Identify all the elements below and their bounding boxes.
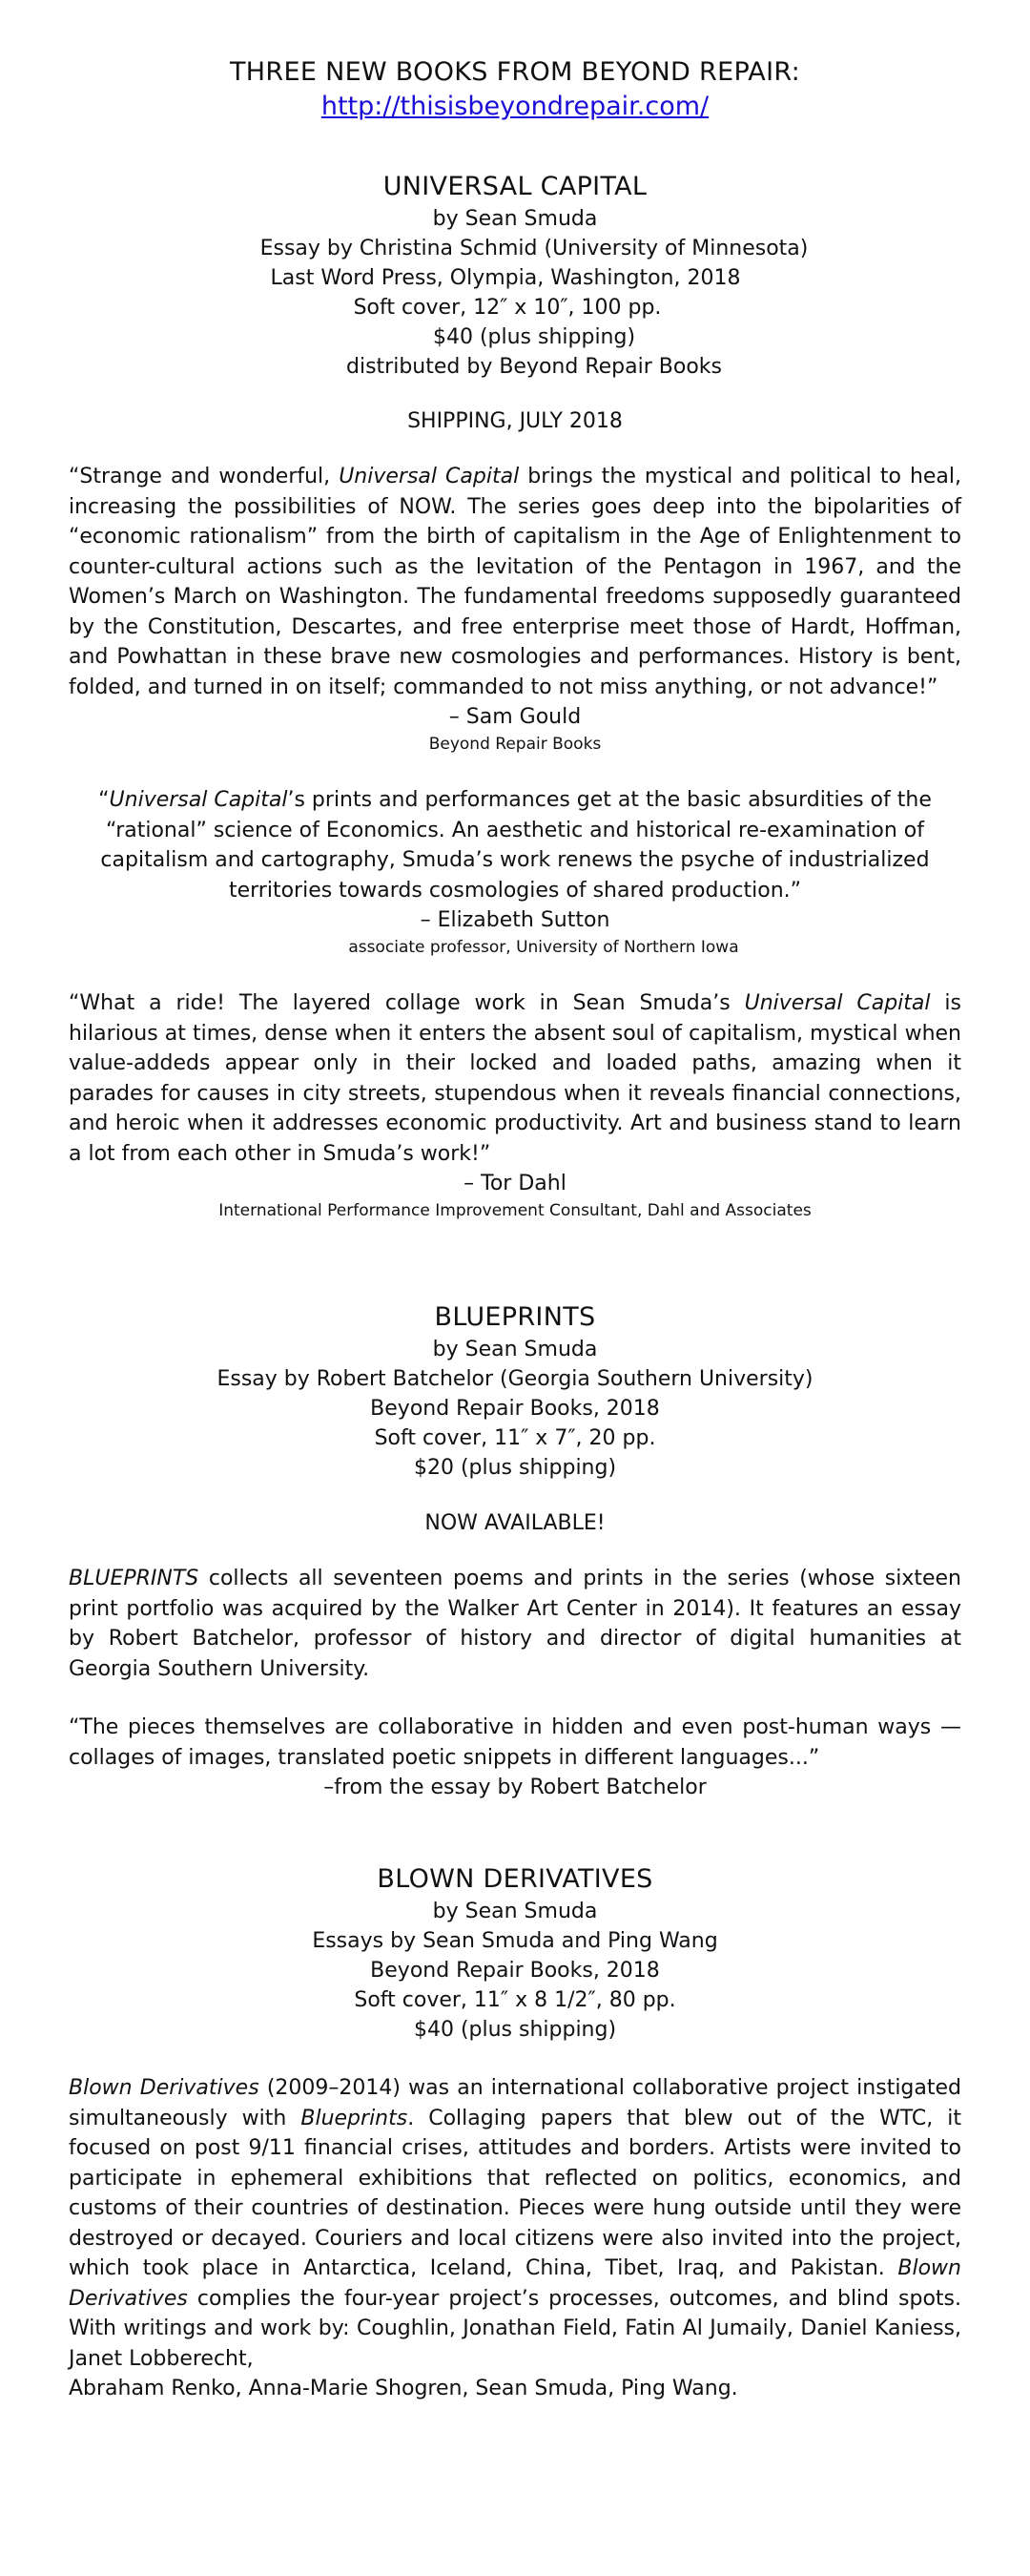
book1-title: UNIVERSAL CAPITAL xyxy=(382,172,648,201)
book3-format: Soft cover, 11″ x 8 1/2″, 80 pp. xyxy=(354,1988,676,2012)
book2-quote: “The pieces themselves are collaborative in hidden and even post-human ways — collages of images, translated poetic snippets in different languages...” xyxy=(69,1715,961,1770)
book1-distributed: distributed by Beyond Repair Books xyxy=(346,355,722,379)
book2-status: NOW AVAILABLE! xyxy=(424,1511,606,1535)
book1-author: by Sean Smuda xyxy=(432,207,598,231)
book2-title: BLUEPRINTS xyxy=(434,1302,596,1332)
book1-quote3-attribution: – Tor Dahl xyxy=(464,1172,566,1195)
book2-description: BLUEPRINTS collects all seventeen poems and prints in the series (whose sixteen print portfolio was acquired by the Walker Art Center in 2014). It features an essay by Robert Batchelor, professor of history and director of digital humanities at Georgia Southern University. xyxy=(69,1567,961,1681)
book1-quote2-attribution: – Elizabeth Sutton xyxy=(420,908,610,932)
book1-quote1-attribution: – Sam Gould xyxy=(448,705,582,729)
book2-format: Soft cover, 11″ x 7″, 20 pp. xyxy=(374,1426,656,1450)
book3-author: by Sean Smuda xyxy=(432,1900,598,1923)
book1-quote1: “Strange and wonderful, Universal Capital brings the mystical and political to heal, increasing the possibilities of NOW. The series goes deep into the bipolarities of “economic rationalism” from the birth of capitalism in the Age of Enlightenment to counter-cultural actions such as the levitation of the Pentagon in 1967, and the Women’s March on Washington. The fundamental freedoms supposedly guaranteed by the Constitution, Descartes, and free enterprise meet those of Hardt, Hoffman, and Powhattan in these brave new cosmologies and performances. History is bent, folded, and turned in on itself; commanded to not miss anything, or not advance!” xyxy=(69,465,962,699)
website-link[interactable]: http://thisisbeyondrepair.com/ xyxy=(320,92,710,121)
book2-author: by Sean Smuda xyxy=(432,1338,598,1361)
header xyxy=(69,55,961,124)
book1-details xyxy=(69,169,961,382)
document-page xyxy=(69,55,961,2404)
book1-quote2: “Universal Capital’s prints and performances get at the basic absurdities of the “rational” science of Economics. An aesthetic and historical re-examination of capitalism and cartography, Smuda’s work renews the psyche of industrialized territories towards cosmologies of shared production.” xyxy=(98,788,932,903)
book2-details xyxy=(69,1299,961,1483)
book3-publisher: Beyond Repair Books, 2018 xyxy=(370,1959,660,1983)
book3-description: Blown Derivatives (2009–2014) was an international collaborative project instigated simultaneously with Blueprints. Collaging papers that blew out of the WTC, it focused on post 9/11 financial crises, attitudes and borders. Artists were invited to participate in ephemeral exhibitions that reflected on politics, economics, and customs of their countries of destination. Pieces were hung outside until they were destroyed or decayed. Couriers and local citizens were also invited into the project, which took place in Antarctica, Iceland, China, Tibet, Iraq, and Pakistan. Blown Derivatives complies the four-year project’s processes, outcomes, and blind spots. With writings and work by: Coughlin, Jonathan Field, Fatin Al Jumaily, Daniel Kaniess, Janet Lobberecht, xyxy=(69,2076,962,2371)
book3-essay: Essays by Sean Smuda and Ping Wang xyxy=(312,1929,718,1953)
book3-description-last-line: Abraham Renko, Anna-Marie Shogren, Sean Smuda, Ping Wang. xyxy=(69,2377,738,2400)
book1-publisher: Last Word Press, Olympia, Washington, 2018 xyxy=(270,266,741,290)
book2-essay: Essay by Robert Batchelor (Georgia Southern University) xyxy=(216,1367,814,1391)
book2-price: $20 (plus shipping) xyxy=(413,1456,617,1480)
book2-publisher: Beyond Repair Books, 2018 xyxy=(370,1397,660,1421)
book3-title: BLOWN DERIVATIVES xyxy=(377,1864,653,1894)
book1-status: SHIPPING, JULY 2018 xyxy=(407,409,623,433)
book1-format: Soft cover, 12″ x 10″, 100 pp. xyxy=(353,296,662,320)
book3-price: $40 (plus shipping) xyxy=(413,2018,617,2042)
book1-price: $40 (plus shipping) xyxy=(432,325,636,349)
book1-quote1-affiliation: Beyond Repair Books xyxy=(428,735,602,754)
book1-quote2-affiliation: associate professor, University of Northern Iowa xyxy=(348,938,739,957)
header-title: THREE NEW BOOKS FROM BEYOND REPAIR: xyxy=(230,57,800,87)
book2-quote-attribution: –from the essay by Robert Batchelor xyxy=(323,1776,707,1799)
book1-essay: Essay by Christina Schmid (University of Minnesota) xyxy=(259,237,809,260)
book1-quote3-affiliation: International Performance Improvement Consultant, Dahl and Associates xyxy=(218,1201,812,1220)
book3-details xyxy=(69,1861,961,2045)
book1-quote3: “What a ride! The layered collage work in Sean Smuda’s Universal Capital is hilarious at times, dense when it enters the absent soul of capitalism, mystical when value-addeds appear only in their locked and loaded paths, amazing when it parades for causes in city streets, stupendous when it reveals financial connections, and heroic when it addresses economic productivity. Art and business stand to learn a lot from each other in Smuda’s work!” xyxy=(69,991,961,1166)
